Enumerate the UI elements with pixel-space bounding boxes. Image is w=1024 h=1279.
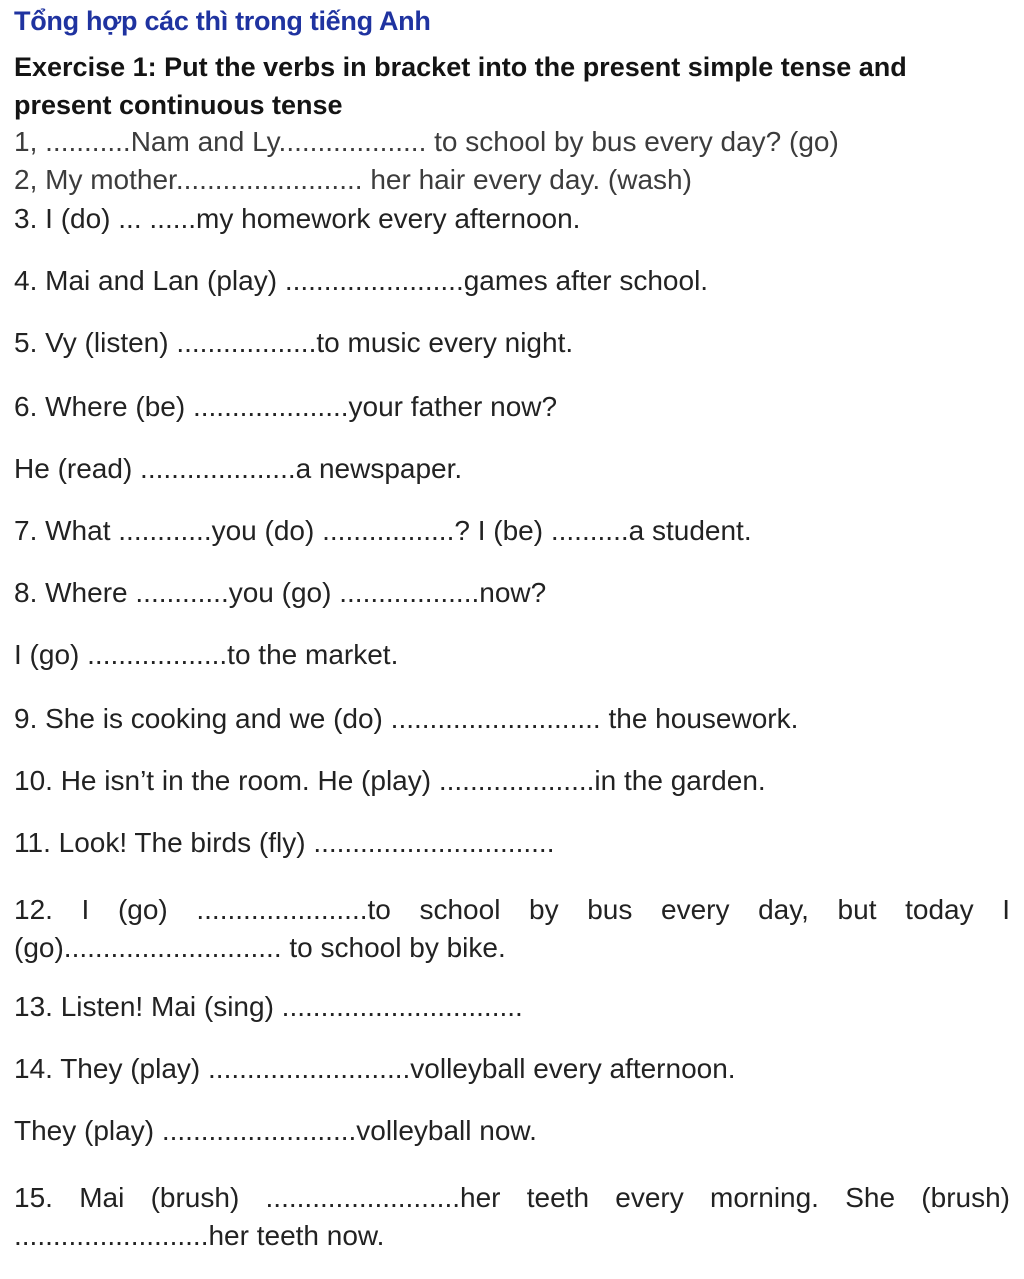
question-4: 4. Mai and Lan (play) .......................games after school. [14, 265, 709, 296]
question-10: 10. He isn’t in the room. He (play) ....................in the garden. [14, 765, 766, 796]
question-8-answer-line: I (go) ..................to the market. [14, 639, 399, 670]
question-12 [14, 891, 1010, 967]
question-15 [14, 1179, 1010, 1255]
question-9: 9. She is cooking and we (do) ........................... the housework. [14, 703, 799, 734]
question-8: 8. Where ............you (go) ..................now? [14, 577, 547, 608]
question-6: 6. Where (be) ....................your father now? [14, 391, 558, 422]
question-15-line-1: 15. Mai (brush) .........................her teeth every morning. She (brush) [14, 1182, 1010, 1213]
question-3: 3. I (do) ... ......my homework every afternoon. [14, 203, 581, 234]
question-14-answer-line: They (play) .........................volleyball now. [14, 1115, 537, 1146]
page-title: Tổng hợp các thì trong tiếng Anh [14, 6, 431, 36]
question-12-line-1: 12. I (go) ......................to school by bus every day, but today I [14, 894, 1010, 925]
question-1: 1, ...........Nam and Ly................... to school by bus every day? (go) [14, 126, 839, 157]
question-7: 7. What ............you (do) .................? I (be) ..........a student. [14, 515, 752, 546]
question-5: 5. Vy (listen) ..................to music every night. [14, 327, 574, 358]
question-2: 2, My mother........................ her hair every day. (wash) [14, 164, 692, 195]
question-13: 13. Listen! Mai (sing) ............................... [14, 991, 523, 1022]
exercise-heading: Exercise 1: Put the verbs in bracket into the present simple tense and present continuous tense [14, 52, 907, 120]
question-14: 14. They (play) ..........................volleyball every afternoon. [14, 1053, 736, 1084]
question-15-line-2: .........................her teeth now. [14, 1220, 385, 1251]
question-12-line-2: (go)............................ to school by bike. [14, 932, 506, 963]
question-11: 11. Look! The birds (fly) ............................... [14, 827, 555, 858]
question-6-answer-line: He (read) ....................a newspaper. [14, 453, 463, 484]
